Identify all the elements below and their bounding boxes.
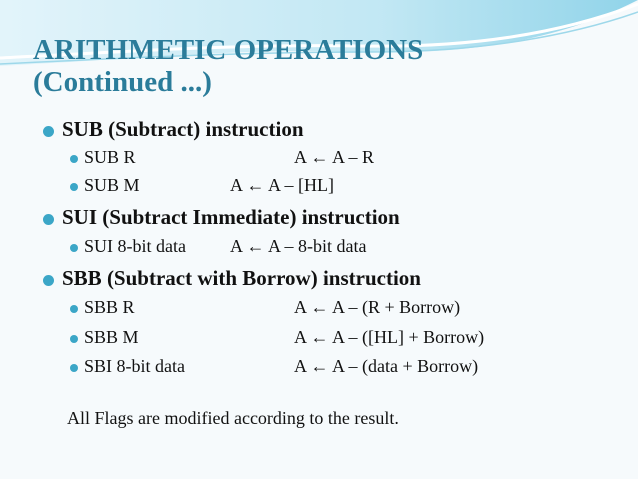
bullet-icon — [43, 126, 54, 137]
title-line-1: ARITHMETIC OPERATIONS — [33, 34, 424, 66]
instruction-mnemonic: SBI 8-bit data — [84, 356, 185, 376]
section-heading-sub: SUB (Subtract) instruction — [62, 117, 304, 141]
instruction-operation: A ← A – R — [294, 147, 375, 167]
instruction-operation: A ← A – 8-bit data — [230, 236, 367, 256]
section-heading-sui: SUI (Subtract Immediate) instruction — [62, 205, 400, 229]
instruction-mnemonic: SUI 8-bit data — [84, 236, 186, 256]
bullet-icon — [70, 364, 78, 372]
title-line-2: (Continued ...) — [33, 66, 212, 98]
instruction-operation: A ← A – (data + Borrow) — [294, 356, 479, 376]
bullet-icon — [70, 244, 78, 252]
page-title — [33, 34, 423, 98]
instruction-mnemonic: SBB M — [84, 327, 139, 347]
instruction-mnemonic: SBB R — [84, 297, 135, 317]
flags-note: All Flags are modified according to the result. — [67, 408, 399, 428]
section-heading-sbb: SBB (Subtract with Borrow) instruction — [62, 266, 421, 290]
bullet-icon — [43, 214, 54, 225]
bullet-icon — [70, 305, 78, 313]
bullet-icon — [70, 335, 78, 343]
instruction-operation: A ← A – [HL] — [230, 175, 335, 195]
bullet-icon — [70, 183, 78, 191]
bullet-icon — [70, 155, 78, 163]
instruction-operation: A ← A – ([HL] + Borrow) — [294, 327, 485, 347]
instruction-mnemonic: SUB R — [84, 147, 136, 167]
bullet-icon — [43, 275, 54, 286]
instruction-operation: A ← A – (R + Borrow) — [294, 297, 461, 317]
instruction-mnemonic: SUB M — [84, 175, 140, 195]
